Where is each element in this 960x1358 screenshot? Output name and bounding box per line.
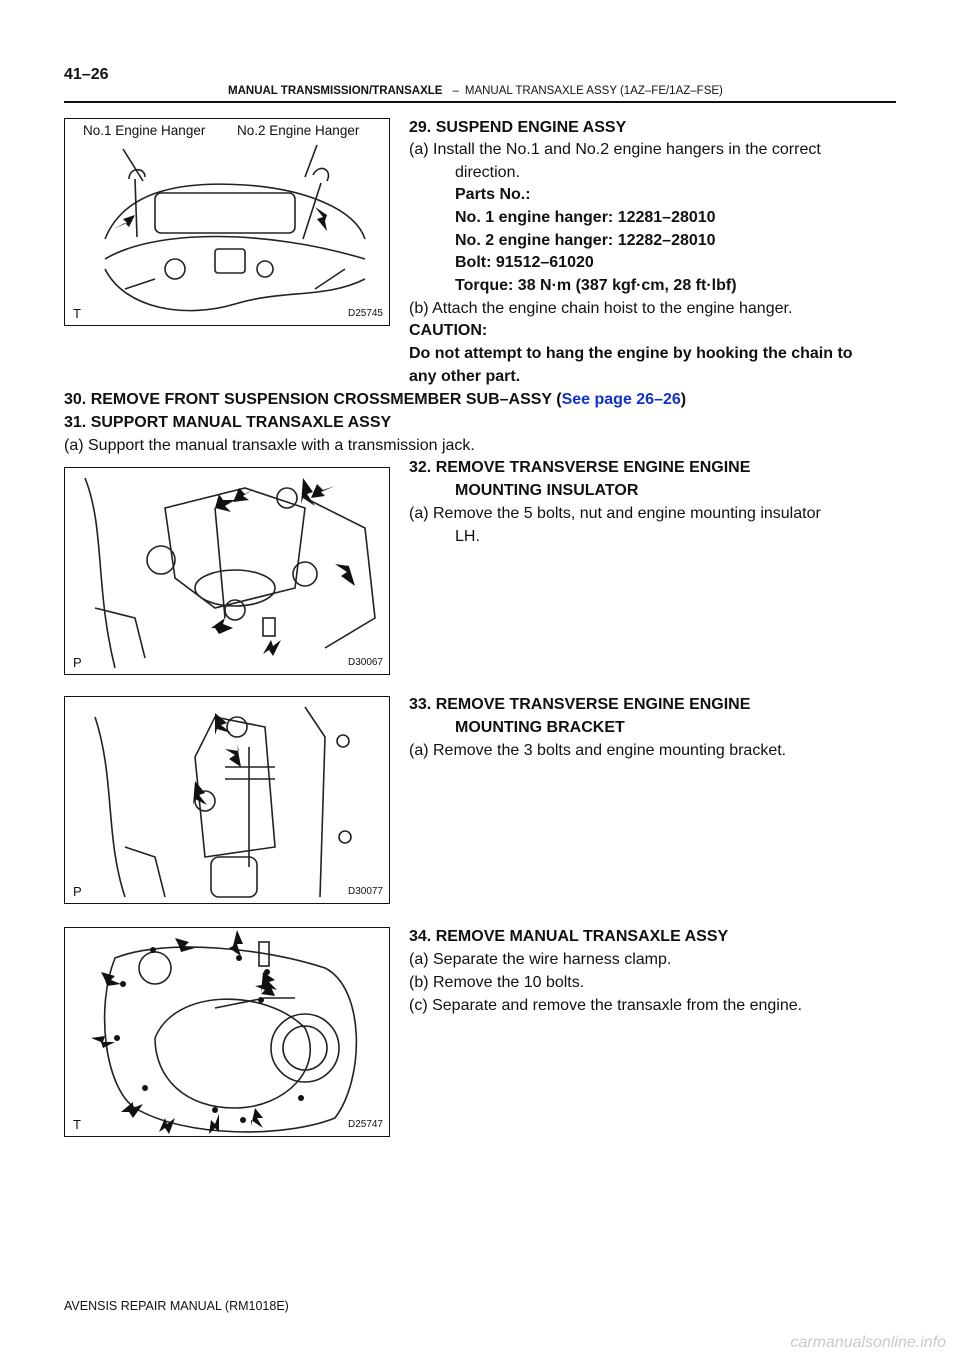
figure-transaxle-bolts	[64, 927, 390, 1137]
step-32-a-line1: (a) Remove the 5 bolts, nut and engine mounting insulator	[409, 505, 821, 522]
transaxle-bolts-illustration	[65, 928, 390, 1137]
watermark-logo: carmanualsonline.info	[790, 1334, 946, 1351]
step-31-title: 31. SUPPORT MANUAL TRANSAXLE ASSY	[64, 414, 392, 431]
running-header	[228, 85, 723, 97]
see-page-link[interactable]: See page 26–26	[561, 391, 681, 408]
step-33-title-line2: MOUNTING BRACKET	[455, 719, 625, 736]
mounting-insulator-illustration	[65, 468, 390, 675]
caution-title: CAUTION:	[409, 322, 488, 339]
label-no2-engine-hanger: No.2 Engine Hanger	[237, 123, 360, 138]
figure-letter: P	[73, 655, 82, 670]
figure-code: D30067	[347, 657, 383, 668]
step-29-a-line1: (a) Install the No.1 and No.2 engine hangers in the correct	[409, 141, 821, 158]
part-bolt: Bolt: 91512–61020	[455, 254, 594, 271]
figure-code: D25747	[347, 1119, 383, 1130]
part-no2: No. 2 engine hanger: 12282–28010	[455, 232, 716, 249]
step-34-b: (b) Remove the 10 bolts.	[409, 974, 585, 991]
step-33-a: (a) Remove the 3 bolts and engine mounting bracket.	[409, 742, 787, 759]
header-separator: –	[452, 85, 459, 97]
label-no1-engine-hanger: No.1 Engine Hanger	[83, 123, 206, 138]
step-29-b: (b) Attach the engine chain hoist to the engine hanger.	[409, 300, 793, 317]
figure-letter: P	[73, 884, 82, 899]
step-32-a-line2: LH.	[455, 528, 480, 545]
step-33-title-line1: 33. REMOVE TRANSVERSE ENGINE ENGINE	[409, 696, 751, 713]
engine-hangers-illustration	[65, 119, 390, 326]
header-rule	[64, 101, 896, 103]
caution-line1: Do not attempt to hang the engine by hooking the chain to	[409, 345, 853, 362]
figure-mounting-bracket	[64, 696, 390, 904]
step-34-a: (a) Separate the wire harness clamp.	[409, 951, 672, 968]
header-subsection: MANUAL TRANSAXLE ASSY (1AZ–FE/1AZ–FSE)	[464, 85, 723, 97]
step-30-text: 30. REMOVE FRONT SUSPENSION CROSSMEMBER SUB–ASSY (	[64, 391, 562, 408]
mounting-bracket-illustration	[65, 697, 390, 904]
caution-line2: any other part.	[409, 368, 521, 385]
step-30	[64, 390, 686, 410]
header-section: MANUAL TRANSMISSION/TRANSAXLE	[228, 85, 443, 97]
figure-letter: T	[73, 1117, 81, 1132]
figure-engine-hangers	[64, 118, 390, 326]
part-no1: No. 1 engine hanger: 12281–28010	[455, 209, 716, 226]
parts-title: Parts No.:	[455, 186, 531, 203]
step-29-a-line2: direction.	[455, 164, 520, 181]
step-32-title-line1: 32. REMOVE TRANSVERSE ENGINE ENGINE	[409, 459, 751, 476]
step-34-title: 34. REMOVE MANUAL TRANSAXLE ASSY	[409, 928, 729, 945]
figure-letter: T	[73, 306, 81, 321]
figure-mounting-insulator	[64, 467, 390, 675]
figure-code: D30077	[347, 886, 383, 897]
step-29-title: 29. SUSPEND ENGINE ASSY	[409, 119, 627, 136]
footer-manual-title: AVENSIS REPAIR MANUAL (RM1018E)	[64, 1299, 289, 1313]
step-30-close: )	[680, 391, 687, 408]
step-32-title-line2: MOUNTING INSULATOR	[455, 482, 639, 499]
page-number: 41–26	[64, 66, 109, 83]
step-31-a: (a) Support the manual transaxle with a transmission jack.	[64, 437, 475, 454]
step-34-c: (c) Separate and remove the transaxle from the engine.	[409, 997, 803, 1014]
torque-spec: Torque: 38 N·m (387 kgf·cm, 28 ft·lbf)	[455, 277, 737, 294]
figure-code: D25745	[347, 308, 383, 319]
